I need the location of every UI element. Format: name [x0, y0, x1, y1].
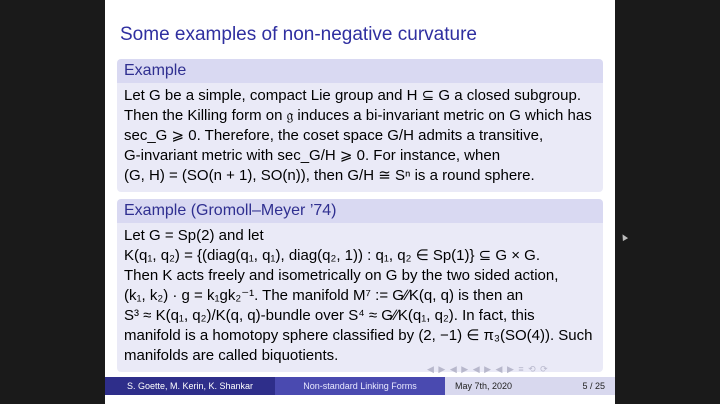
example-block-1-line: (G, H) = (SO(n + 1), SO(n)), then G/H ≅ Sⁿ is a round sphere. [124, 167, 535, 184]
example-block-1-line: G-invariant metric with sec_G/H ⩾ 0. For instance, when [124, 147, 501, 164]
example-block-2-line: K(q₁, q₂) = {(diag(q₁, q₁), diag(q₂, 1)) : q₁, q₂ ∈ Sp(1)} ⊆ G × G. [124, 247, 541, 264]
example-block-1-line: Then the Killing form on 𝔤 induces a bi-invariant metric on G which has [124, 107, 592, 124]
example-block-2-line: Let G = Sp(2) and let [124, 227, 264, 244]
example-block-2-line: Then K acts freely and isometrically on G by the two sided action, [124, 267, 559, 284]
letterbox-right [615, 0, 720, 404]
letterbox-left [0, 0, 105, 404]
footer-page-number: 5 / 25 [582, 381, 605, 391]
footer-authors: S. Goette, M. Kerin, K. Shankar [105, 377, 275, 395]
beamer-navigation-icons[interactable]: ◀ ▶ ◀ ▶ ◀ ▶ ◀ ▶ ≡ ⟲ ⟳ [427, 364, 549, 374]
example-block-1-line: sec_G ⩾ 0. Therefore, the coset space G/H admits a transitive, [124, 127, 544, 144]
footer-date-page [445, 377, 615, 395]
presentation-slide [105, 0, 615, 404]
footer-date: May 7th, 2020 [455, 381, 513, 391]
slide-title: Some examples of non-negative curvature [120, 24, 477, 45]
example-block-2 [117, 199, 603, 372]
example-block-1 [117, 59, 603, 192]
footer-talk-title: Non-standard Linking Forms [275, 377, 445, 395]
example-block-2-line: manifolds are called biquotients. [124, 347, 339, 364]
example-block-2-line: S³ ≈ K(q₁, q₂)/K(q, q)-bundle over S⁴ ≈ G∕∕K(q₁, q₂). In fact, this [124, 307, 535, 324]
example-block-2-body [117, 223, 603, 372]
example-block-2-line: manifold is a homotopy sphere classified by (2, −1) ∈ π₃(SO(4)). Such [124, 327, 593, 344]
example-block-1-body [117, 83, 603, 192]
slide-footer [105, 377, 615, 395]
example-block-2-line: (k₁, k₂) · g = k₁gk₂⁻¹. The manifold M⁷ := G∕∕K(q, q) is then an [124, 287, 524, 304]
example-block-2-heading: Example (Gromoll–Meyer ’74) [117, 199, 603, 223]
example-block-1-line: Let G be a simple, compact Lie group and H ⊆ G a closed subgroup. [124, 87, 581, 104]
example-block-1-heading: Example [117, 59, 603, 83]
